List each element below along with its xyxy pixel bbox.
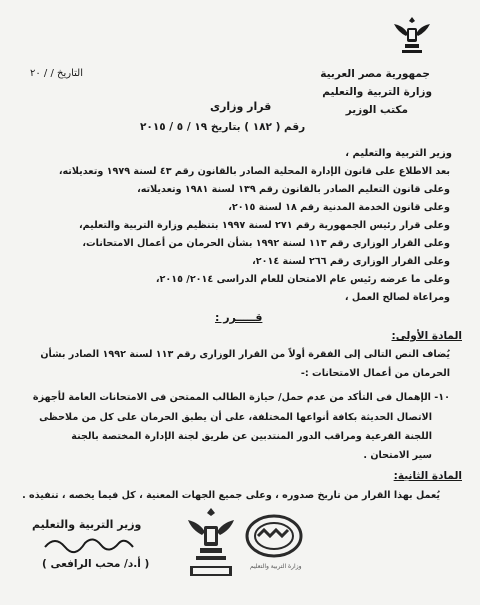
preamble-line: وعلى قانون التعليم الصادر بالقانون رقم ١٣٩ لسنة ١٩٨١ وتعديلاته،	[137, 184, 450, 195]
date-label: التاريخ / / ٢٠	[30, 68, 83, 79]
article-1-item-line: سير الامتحان .	[363, 450, 432, 461]
article-1-title: المادة الأولى:	[391, 330, 462, 342]
country-name: جمهورية مصر العربية	[320, 68, 430, 80]
article-1-item-line: الاتصال الحديثة بكافة أنواعها المختلفة، على أن يطبق الحرمان على كل من ملاحظى	[39, 412, 432, 423]
preamble-line: ومراعاة لصالح العمل ،	[344, 292, 450, 303]
decides-heading: قـــــرر :	[215, 311, 263, 324]
ministry-name: وزارة التربية والتعليم	[322, 86, 432, 98]
preamble-line: وعلى قرار رئيس الجمهورية رقم ٢٧١ لسنة ١٩٩٧ بتنظيم وزارة التربية والتعليم،	[78, 220, 450, 231]
addressee: وزير التربية والتعليم ،	[345, 148, 452, 159]
preamble-line: بعد الاطلاع على قانون الإدارة المحلية الصادر بالقانون رقم ٤٣ لسنة ١٩٧٩ وتعديلاته،	[58, 166, 450, 177]
article-2-line: يُعمل بهذا القرار من تاريخ صدوره ، وعلى جميع الجهات المعنية ، كل فيما يخصه ، تنفيذه .	[22, 490, 440, 501]
signature-scribble	[40, 532, 140, 554]
preamble-line: وعلى القرار الوزارى رقم ٢٦٦ لسنة ٢٠١٤،	[252, 256, 450, 267]
decree-number: رقم ( ١٨٢ ) بتاريخ ١٩ / ٥ / ٢٠١٥	[140, 121, 306, 133]
preamble-line: وعلى ما عرضه رئيس عام الامتحان للعام الدراسى ٢٠١٤/ ٢٠١٥،	[155, 274, 450, 285]
round-stamp-icon	[244, 512, 304, 560]
article-1-line: يُضاف النص التالى إلى الفقرة أولاً من القرار الوزارى رقم ١١٣ لسنة ١٩٩٢ الصادر بشأن	[40, 349, 450, 360]
office-name: مكتب الوزير	[345, 104, 408, 116]
eagle-emblem-icon	[390, 14, 434, 58]
article-1-item-line: ١٠- الإهمال فى التأكد من عدم حمل/ حيازة الطالب الممتحن فى الامتحانات العامة لأجهزة	[32, 392, 450, 403]
ministry-seal-icon	[182, 504, 240, 586]
article-1-item-line: اللجنة الفرعية ومراقب الدور المنتدبين عن طريق لجنة الإدارة المختصة بالجنة	[71, 431, 432, 442]
article-2-title: المادة الثانية:	[393, 470, 462, 482]
article-1-line: الحرمان من أعمال الامتحانات :-	[300, 368, 450, 379]
stamp-text: وزارة التربية والتعليم	[250, 563, 302, 570]
decree-title: قرار وزارى	[210, 100, 272, 113]
signature-name: ( أ.د/ محب الرافعى )	[42, 558, 150, 570]
preamble-line: وعلى القرار الوزارى رقم ١١٣ لسنة ١٩٩٢ بشأن الحرمان من أعمال الامتحانات،	[82, 238, 450, 249]
signature-title: وزير التربية والتعليم	[32, 518, 142, 531]
preamble-line: وعلى قانون الخدمة المدنية رقم ١٨ لسنة ٢٠١٥،	[228, 202, 450, 213]
